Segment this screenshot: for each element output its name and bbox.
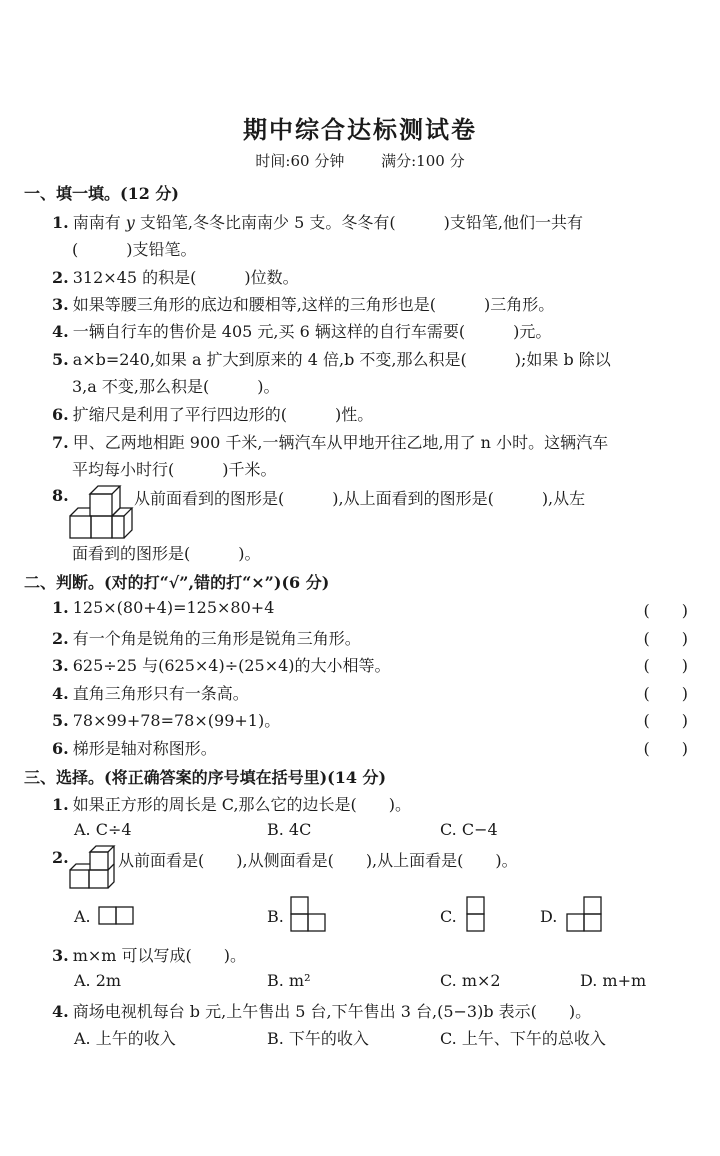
judge-item: 5. 78×99+78=78×(99+1)。 [52,711,281,731]
s3-q3-option-d: D. m+m [580,971,647,990]
s1-q8-number: 8. [52,486,69,505]
s1-q7: 7. 甲、乙两地相距 900 千米,一辆汽车从甲地开往乙地,用了 n 小时。这辆汽车 [52,433,609,452]
judge-item: 4. 直角三角形只有一条高。 [52,683,249,703]
s1-q4: 4. 一辆自行车的售价是 405 元,买 6 辆这样的自行车需要( )元。 [52,322,552,341]
cube-stack-figure [70,486,134,534]
s1-q1: 1. 南南有 y 支铅笔,冬冬比南南少 5 支。冬冬有( )支铅笔,他们一共有 [52,213,583,232]
s1-q6: 6. 扩缩尺是利用了平行四边形的( )性。 [52,405,374,424]
s3-q2-option-c: C. [440,907,457,926]
s3-q2-number: 2. [52,848,69,867]
answer-parens[interactable]: ( ) [643,656,688,676]
s3-q3-option-c: C. m×2 [440,971,501,990]
s1-q1-cont: ( )支铅笔。 [72,240,197,259]
answer-parens[interactable]: ( ) [643,683,688,703]
s3-q2-option-b: B. [267,907,284,926]
s1-q8-text: 从前面看到的图形是( ),从上面看到的图形是( ),从左 [134,489,586,508]
s3-q1: 1. 如果正方形的周长是 C,那么它的边长是( )。 [52,795,412,814]
s3-q2-option-d: D. [540,907,558,926]
judge-item: 2. 有一个角是锐角的三角形是锐角三角形。 [52,628,361,648]
s3-q4: 4. 商场电视机每台 b 元,上午售出 5 台,下午售出 3 台,(5−3)b 表示( )。 [52,1002,592,1021]
option-b-shape [290,896,330,934]
s3-q1-option-a: A. C÷4 [74,820,132,839]
full-score: 满分:100 分 [381,152,465,170]
s3-q4-option-a: A. 上午的收入 [74,1029,176,1048]
answer-parens[interactable]: ( ) [643,711,688,731]
option-c-shape [466,896,488,934]
option-a-shape [98,906,138,926]
s3-q3-option-a: A. 2m [74,971,122,990]
page-title: 期中综合达标测试卷 [243,115,477,144]
s1-q5: 5. a×b=240,如果 a 扩大到原来的 4 倍,b 不变,那么积是( );如果 b 除以 [52,350,611,369]
judge-item: 1. 125×(80+4)=125×80+4 [52,598,275,617]
judge-item: 3. 625÷25 与(625×4)÷(25×4)的大小相等。 [52,656,391,676]
section-2-heading: 二、判断。(对的打“√”,错的打“×”)(6 分) [24,573,330,592]
s3-q4-option-b: B. 下午的收入 [267,1029,369,1048]
s3-q1-option-c: C. C−4 [440,820,498,839]
section-3-heading: 三、选择。(将正确答案的序号填在括号里)(14 分) [24,768,387,787]
s3-q1-option-b: B. 4C [267,820,312,839]
exam-meta [0,150,720,171]
s3-q3: 3. m×m 可以写成( )。 [52,946,247,965]
answer-parens[interactable]: ( ) [643,628,688,648]
s3-q3-option-b: B. m² [267,971,311,990]
answer-parens[interactable]: ( ) [643,739,688,758]
option-d-shape [566,896,606,934]
s3-q2-option-a: A. [74,907,91,926]
question-number: 1. [52,213,69,232]
judge-item: 6. 梯形是轴对称图形。 [52,739,217,758]
time-limit: 时间:60 分钟 [255,152,345,170]
cube-figure-small [70,846,120,890]
s1-q2: 2. 312×45 的积是( )位数。 [52,268,299,287]
s3-q2-text: 从前面看是( ),从侧面看是( ),从上面看是( )。 [118,851,518,870]
s1-q5-cont: 3,a 不变,那么积是( )。 [72,377,280,396]
section-1-heading: 一、填一填。(12 分) [24,184,179,203]
answer-parens[interactable]: ( ) [643,601,688,620]
s1-q3: 3. 如果等腰三角形的底边和腰相等,这样的三角形也是( )三角形。 [52,295,555,314]
s1-q7-cont: 平均每小时行( )千米。 [72,460,277,479]
s1-q8-cont: 面看到的图形是( )。 [72,544,261,563]
s3-q4-option-c: C. 上午、下午的总收入 [440,1029,606,1048]
